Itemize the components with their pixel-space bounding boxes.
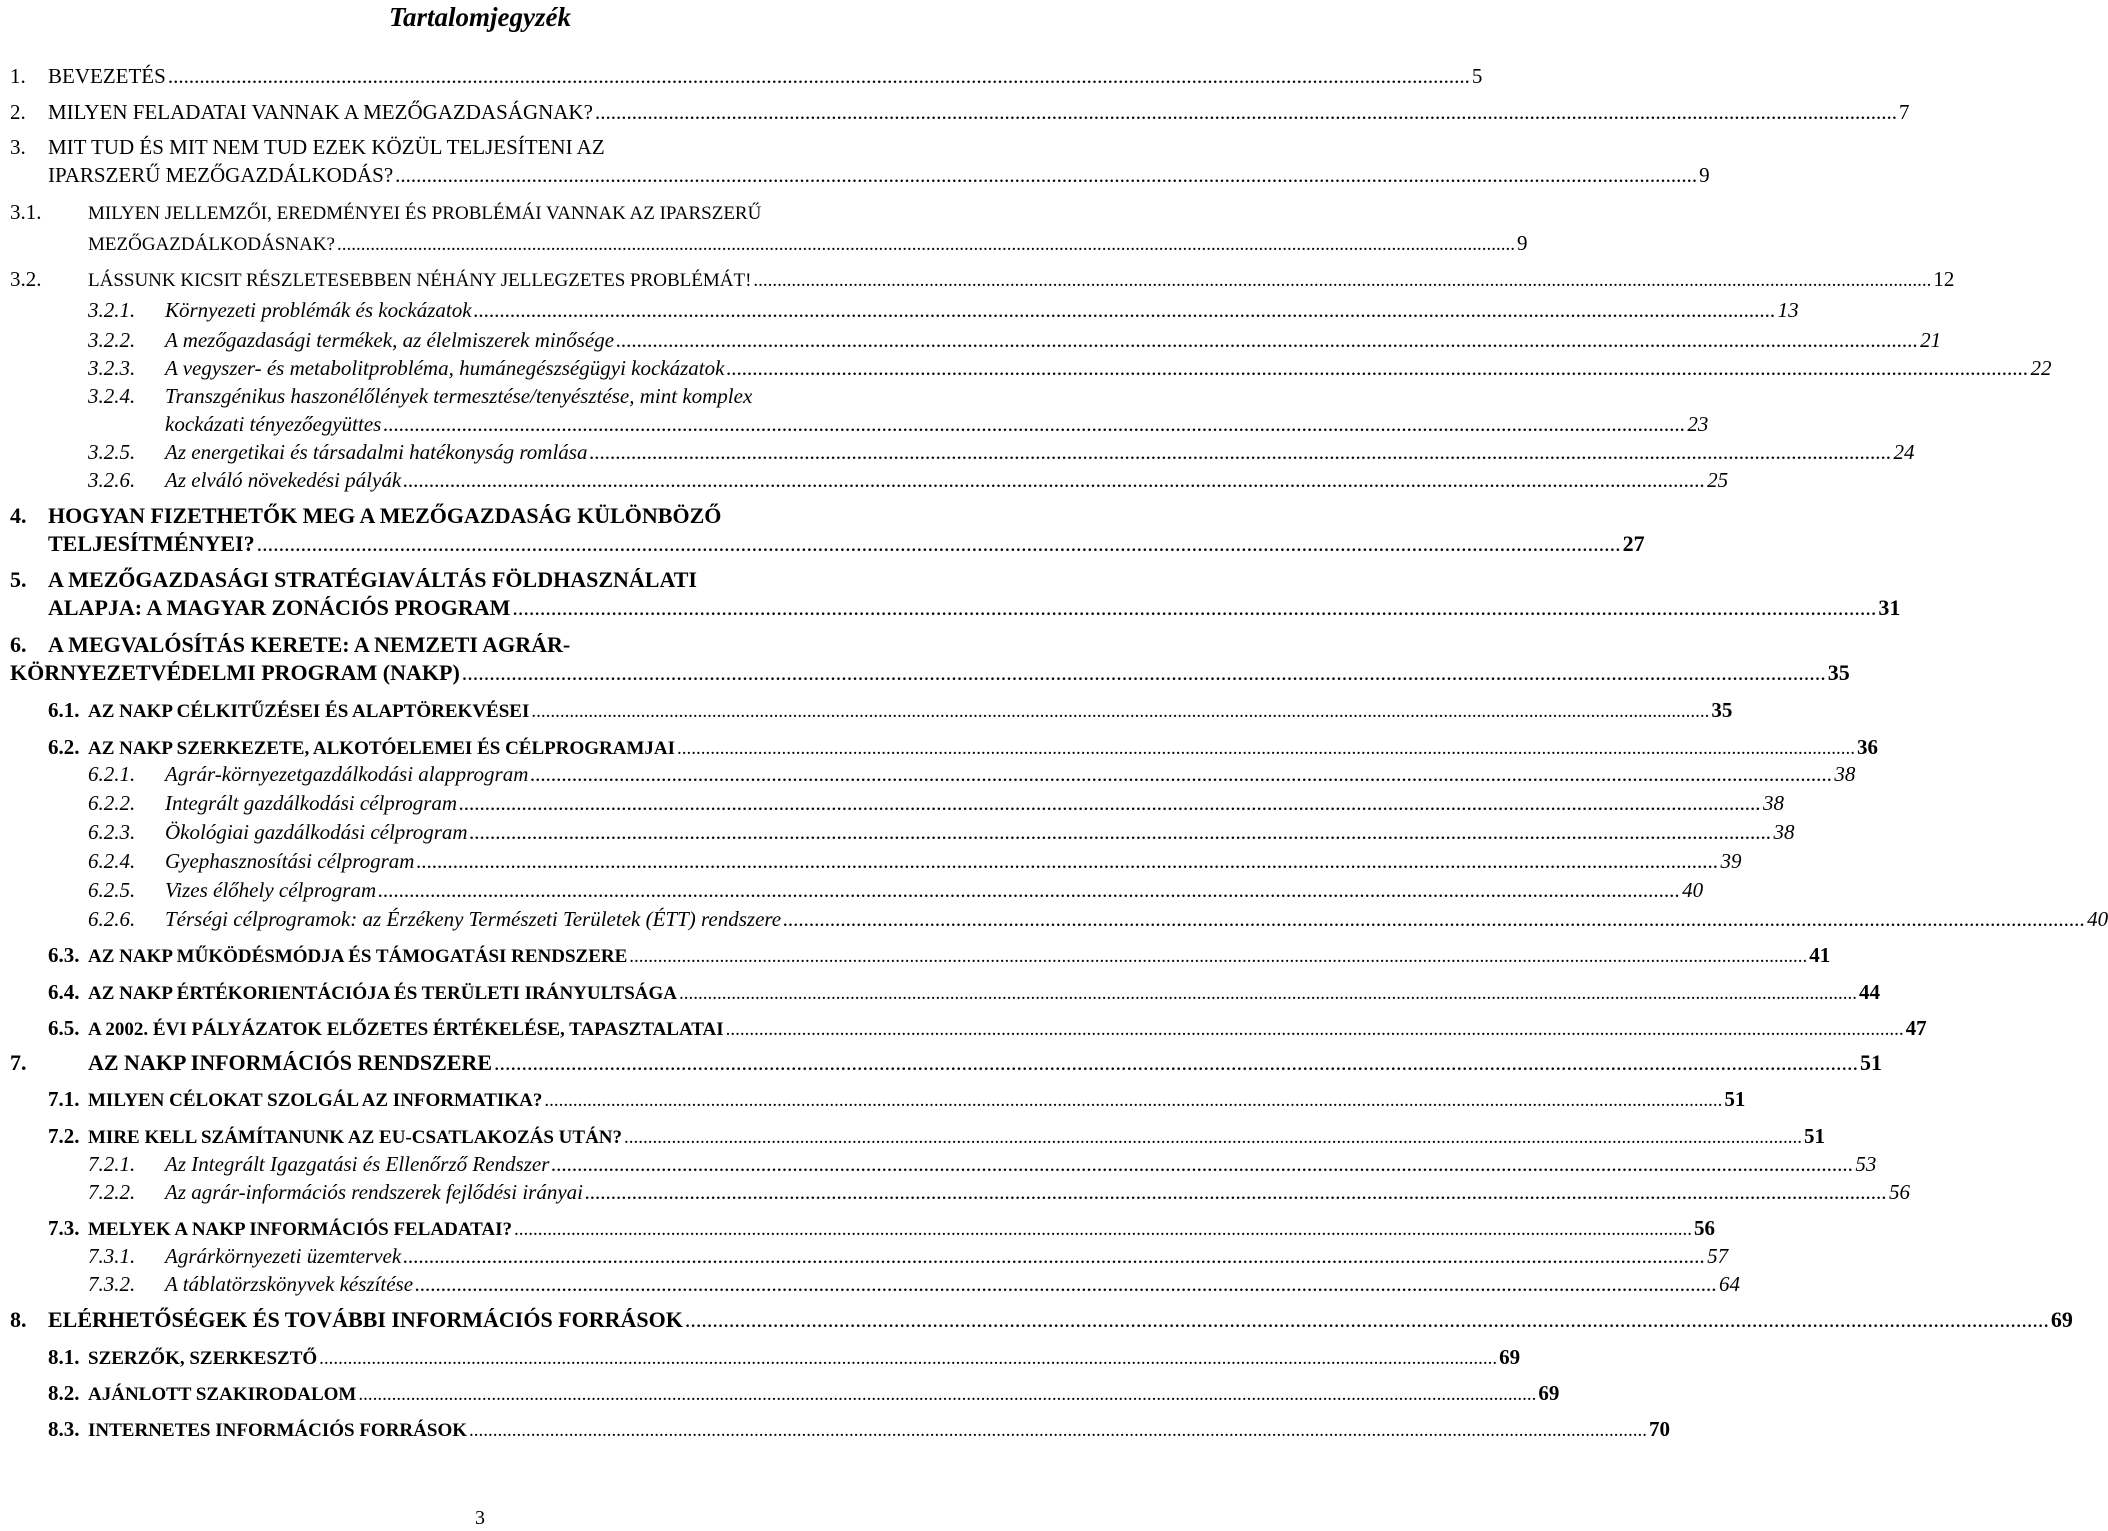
toc-entry-title: AZ NAKP INFORMÁCIÓS RENDSZERE xyxy=(88,1050,492,1075)
toc-leader xyxy=(585,1179,1887,1205)
toc-entry[interactable] xyxy=(48,1344,1521,1372)
toc-entry-page: 27 xyxy=(1622,531,1645,556)
toc-leader xyxy=(595,99,1897,125)
toc-entry-number: 6.2.1. xyxy=(88,762,136,786)
toc-entry-title: AJÁNLOTT SZAKIRODALOM xyxy=(88,1384,357,1405)
toc-entry-title-line1: MILYEN JELLEMZŐI, EREDMÉNYEI ÉS PROBLÉMÁI VANNAK AZ IPARSZERŰ xyxy=(88,203,762,224)
toc-entry-number: 6.2. xyxy=(48,735,80,759)
toc-entry-number: 3.2.4. xyxy=(88,384,136,408)
toc-entry-number: 3.2.3. xyxy=(88,356,136,380)
toc-entry-number: 3.2.6. xyxy=(88,468,136,492)
toc-entry-number: 5. xyxy=(10,567,27,592)
toc-entry-title: Az elváló növekedési pályák xyxy=(165,468,402,492)
toc-entry-title: Az agrár-információs rendszerek fejlődési irányai xyxy=(165,1180,583,1204)
toc-entry[interactable] xyxy=(48,697,1733,725)
toc-entry[interactable] xyxy=(48,1380,1560,1408)
toc-leader xyxy=(403,467,1705,493)
toc-entry-number: 6.4. xyxy=(48,980,80,1004)
toc-entry-number: 6.2.5. xyxy=(88,878,136,902)
page-title: Tartalomjegyzék xyxy=(389,2,571,32)
toc-entry[interactable] xyxy=(165,411,1709,437)
toc-leader xyxy=(416,848,1718,874)
toc-entry-page: 24 xyxy=(1893,440,1915,464)
toc-entry-title: LÁSSUNK KICSIT RÉSZLETESEBBEN NÉHÁNY JELLEGZETES PROBLÉMÁT! xyxy=(88,270,752,291)
toc-leader xyxy=(531,699,1709,725)
toc-entry[interactable] xyxy=(88,790,1785,816)
toc-entry[interactable] xyxy=(88,819,1795,845)
toc-entry-number: 3.1. xyxy=(10,200,42,224)
toc-entry-number: 6.2.6. xyxy=(88,907,136,931)
toc-entry-page: 40 xyxy=(2087,907,2108,931)
toc-entry-title: AZ NAKP ÉRTÉKORIENTÁCIÓJA ÉS TERÜLETI IRÁNYULTSÁGA xyxy=(88,983,678,1004)
toc-entry[interactable] xyxy=(48,1215,1716,1243)
toc-entry-title: MILYEN CÉLOKAT SZOLGÁL AZ INFORMATIKA? xyxy=(88,1090,543,1111)
toc-entry-title: A mezőgazdasági termékek, az élelmiszerek minősége xyxy=(165,328,615,352)
toc-entry-title: Vizes élőhely célprogram xyxy=(165,878,377,902)
toc-entry-number: 7.3.2. xyxy=(88,1272,136,1296)
toc-entry-title: Integrált gazdálkodási célprogram xyxy=(165,791,458,815)
toc-entry-title: kockázati tényezőegyüttes xyxy=(165,412,382,436)
toc-leader xyxy=(677,736,1855,762)
toc-entry-number: 7.1. xyxy=(48,1087,80,1111)
toc-entry-number: 6.2.4. xyxy=(88,849,136,873)
toc-entry-title: AZ NAKP SZERKEZETE, ALKOTÓELEMEI ÉS CÉLPROGRAMJAI xyxy=(88,738,676,759)
toc-leader xyxy=(544,1088,1722,1114)
toc-entry-number: 8.3. xyxy=(48,1417,80,1441)
toc-entry-number: 3.2.2. xyxy=(88,328,136,352)
toc-entry-number: 3.2. xyxy=(10,267,42,291)
toc-entry-number: 3.2.5. xyxy=(88,440,136,464)
toc-entry-wrap xyxy=(10,567,697,593)
toc-entry-title: AZ NAKP MŰKÖDÉSMÓDJA ÉS TÁMOGATÁSI RENDSZERE xyxy=(88,946,628,967)
toc-entry-page: 9 xyxy=(1699,163,1710,187)
toc-entry-page: 41 xyxy=(1809,943,1831,967)
toc-entry-page: 56 xyxy=(1888,1180,1910,1204)
toc-entry[interactable] xyxy=(88,1151,1877,1177)
toc-entry-number: 6.5. xyxy=(48,1016,80,1040)
toc-entry-page: 5 xyxy=(1471,64,1483,88)
toc-entry-page: 13 xyxy=(1777,298,1799,322)
toc-entry[interactable] xyxy=(48,162,1710,188)
toc-entry[interactable] xyxy=(88,1179,1910,1205)
toc-entry-number: 4. xyxy=(10,503,27,528)
toc-leader xyxy=(753,268,1931,294)
toc-entry-title: KÖRNYEZETVÉDELMI PROGRAM (NAKP) xyxy=(10,660,460,685)
toc-entry[interactable] xyxy=(88,877,1704,903)
toc-entry-number: 2. xyxy=(10,100,26,124)
toc-entry-page: 56 xyxy=(1694,1216,1716,1240)
toc-entry[interactable] xyxy=(48,1015,1927,1043)
toc-entry-title: A 2002. ÉVI PÁLYÁZATOK ELŐZETES ÉRTÉKELÉSE, TAPASZTALATAI xyxy=(88,1019,724,1040)
toc-entry-title: A vegyszer- és metabolitprobléma, humánegészségügyi kockázatok xyxy=(165,356,725,380)
toc-leader xyxy=(257,531,1621,557)
toc-entry-title: Térségi célprogramok: az Érzékeny Természeti Területek (ÉTT) rendszere xyxy=(165,907,782,931)
toc-leader xyxy=(726,355,2028,381)
toc-entry-page: 38 xyxy=(1773,820,1795,844)
toc-entry[interactable] xyxy=(88,761,1856,787)
toc-entry-title: IPARSZERŰ MEZŐGAZDÁLKODÁS? xyxy=(48,163,394,187)
toc-entry-number: 6.1. xyxy=(48,698,80,722)
toc-leader xyxy=(514,1217,1692,1243)
toc-leader xyxy=(783,906,2085,932)
toc-entry-title: INTERNETES INFORMÁCIÓS FORRÁSOK xyxy=(88,1420,467,1441)
toc-entry[interactable] xyxy=(48,979,1881,1007)
toc-leader xyxy=(462,660,1826,686)
toc-entry-wrap xyxy=(10,199,761,227)
toc-entry-number: 7.2. xyxy=(48,1124,80,1148)
toc-entry-title: TELJESÍTMÉNYEI? xyxy=(48,531,255,556)
toc-entry[interactable] xyxy=(10,1050,1882,1076)
toc-entry-number: 1. xyxy=(10,64,26,88)
toc-entry-page: 51 xyxy=(1724,1087,1746,1111)
toc-entry-number: 6.2.2. xyxy=(88,791,136,815)
toc-entry-number: 7.3.1. xyxy=(88,1244,136,1268)
toc-leader xyxy=(726,1017,1904,1043)
toc-entry[interactable] xyxy=(88,439,1915,465)
toc-entry-page: 35 xyxy=(1711,698,1733,722)
toc-entry-wrap xyxy=(10,632,570,658)
toc-entry[interactable] xyxy=(10,660,1850,686)
toc-leader xyxy=(395,162,1697,188)
toc-entry-title: MELYEK A NAKP INFORMÁCIÓS FELADATAI? xyxy=(88,1219,513,1240)
toc-entry[interactable] xyxy=(88,1243,1729,1269)
toc-entry-page: 31 xyxy=(1878,595,1901,620)
toc-entry-page: 35 xyxy=(1827,660,1850,685)
toc-entry[interactable] xyxy=(10,99,1910,125)
toc-leader xyxy=(474,297,1776,323)
toc-leader xyxy=(685,1307,2049,1333)
toc-entry-title-line1: HOGYAN FIZETHETŐK MEG A MEZŐGAZDASÁG KÜLÖNBÖZŐ xyxy=(48,503,722,528)
toc-entry-number: 7.2.2. xyxy=(88,1180,136,1204)
toc-leader xyxy=(168,63,1470,89)
toc-entry[interactable] xyxy=(48,734,1879,762)
toc-entry-number: 7. xyxy=(10,1050,27,1075)
page-number: 3 xyxy=(475,1507,485,1529)
toc-entry-page: 7 xyxy=(1898,100,1910,124)
toc-entry-title: MIRE KELL SZÁMÍTANUNK AZ EU-CSATLAKOZÁS UTÁN? xyxy=(88,1127,623,1148)
toc-entry[interactable] xyxy=(48,531,1645,557)
toc-entry-page: 36 xyxy=(1857,735,1879,759)
toc-entry-page: 53 xyxy=(1855,1152,1877,1176)
toc-entry[interactable] xyxy=(48,1086,1746,1114)
toc-entry[interactable] xyxy=(10,63,1483,89)
toc-entry-number: 3. xyxy=(10,135,26,159)
toc-entry-page: 70 xyxy=(1649,1417,1670,1441)
toc-entry[interactable] xyxy=(88,297,1799,323)
toc-entry-page: 57 xyxy=(1707,1244,1729,1268)
toc-entry-page: 39 xyxy=(1720,849,1742,873)
toc-leader xyxy=(469,1418,1647,1444)
toc-entry-title: Agrárkörnyezeti üzemtervek xyxy=(165,1244,402,1268)
toc-leader xyxy=(415,1271,1717,1297)
toc-entry-title-line1: MIT TUD ÉS MIT NEM TUD EZEK KÖZÜL TELJESÍTENI AZ xyxy=(48,135,605,159)
toc-entry-title: Az Integrált Igazgatási és Ellenőrző Rendszer xyxy=(165,1152,550,1176)
toc-entry-title: BEVEZETÉS xyxy=(48,64,166,88)
toc-entry-page: 38 xyxy=(1834,762,1856,786)
toc-entry-page: 22 xyxy=(2030,356,2052,380)
toc-entry[interactable] xyxy=(48,1123,1826,1151)
toc-entry-wrap xyxy=(10,503,721,529)
toc-leader xyxy=(551,1151,1853,1177)
toc-entry-number: 8.2. xyxy=(48,1381,80,1405)
toc-entry[interactable] xyxy=(88,467,1729,493)
toc-leader xyxy=(337,232,1515,258)
toc-leader xyxy=(616,327,1918,353)
toc-entry-title: AZ NAKP CÉLKITŰZÉSEI ÉS ALAPTÖREKVÉSEI xyxy=(88,701,530,722)
toc-entry[interactable] xyxy=(88,355,2052,381)
toc-entry-page: 40 xyxy=(1682,878,1704,902)
toc-entry-page: 47 xyxy=(1905,1016,1927,1040)
toc-entry[interactable] xyxy=(88,327,1942,353)
toc-entry-page: 21 xyxy=(1920,328,1942,352)
toc-entry[interactable] xyxy=(10,266,1955,294)
toc-leader xyxy=(358,1382,1536,1408)
toc-entry-number: 6. xyxy=(10,632,27,657)
toc-leader xyxy=(319,1346,1497,1372)
toc-entry-title-line1: Transzgénikus haszonélőlények termesztése/tenyésztése, mint komplex xyxy=(165,384,753,408)
toc-entry-page: 23 xyxy=(1687,412,1709,436)
toc-entry-number: 3.2.1. xyxy=(88,298,136,322)
toc-entry-number: 7.2.1. xyxy=(88,1152,136,1176)
toc-leader xyxy=(494,1050,1858,1076)
toc-entry-number: 6.2.3. xyxy=(88,820,136,844)
toc-entry[interactable] xyxy=(88,1271,1741,1297)
toc-entry-title: A táblatörzskönyvek készítése xyxy=(165,1272,414,1296)
toc-leader xyxy=(624,1125,1802,1151)
toc-entry-title: SZERZŐK, SZERKESZTŐ xyxy=(88,1348,318,1369)
toc-entry[interactable] xyxy=(88,848,1742,874)
toc-leader xyxy=(530,761,1832,787)
toc-entry-title: ELÉRHETŐSÉGEK ÉS TOVÁBBI INFORMÁCIÓS FORRÁSOK xyxy=(48,1307,683,1332)
toc-entry-number: 6.3. xyxy=(48,943,80,967)
toc-entry-page: 9 xyxy=(1516,231,1528,255)
toc-entry[interactable] xyxy=(88,906,2108,932)
toc-entry-page: 51 xyxy=(1804,1124,1826,1148)
toc-leader xyxy=(383,411,1685,437)
toc-entry[interactable] xyxy=(48,942,1831,970)
toc-entry[interactable] xyxy=(48,1416,1670,1444)
toc-leader xyxy=(403,1243,1705,1269)
toc-entry-number: 8. xyxy=(10,1307,27,1332)
toc-leader xyxy=(589,439,1891,465)
toc-entry-title: Gyephasznosítási célprogram xyxy=(165,849,415,873)
toc-entry-title: ALAPJA: A MAGYAR ZONÁCIÓS PROGRAM xyxy=(48,595,511,620)
toc-entry-page: 12 xyxy=(1933,267,1955,291)
toc-entry-title: Agrár-környezetgazdálkodási alapprogram xyxy=(165,762,529,786)
toc-leader xyxy=(679,981,1857,1007)
toc-entry-title: Környezeti problémák és kockázatok xyxy=(165,298,472,322)
toc-entry-page: 38 xyxy=(1763,791,1785,815)
toc-entry[interactable] xyxy=(10,1307,2073,1333)
toc-entry[interactable] xyxy=(88,230,1528,258)
toc-leader xyxy=(459,790,1761,816)
toc-entry-page: 69 xyxy=(2050,1307,2073,1332)
toc-entry-wrap xyxy=(88,383,752,409)
toc-leader xyxy=(512,595,1876,621)
toc-entry-page: 51 xyxy=(1860,1050,1882,1075)
toc-entry-page: 69 xyxy=(1499,1345,1521,1369)
toc-entry-number: 8.1. xyxy=(48,1345,80,1369)
toc-entry-title: Az energetikai és társadalmi hatékonyság romlása xyxy=(165,440,588,464)
toc-leader xyxy=(629,944,1807,970)
toc-entry-title-line1: A MEZŐGAZDASÁGI STRATÉGIAVÁLTÁS FÖLDHASZNÁLATI xyxy=(48,567,697,592)
toc-entry[interactable] xyxy=(48,595,1901,621)
toc-entry-title: Ökológiai gazdálkodási célprogram xyxy=(165,820,468,844)
toc-entry-page: 69 xyxy=(1538,1381,1560,1405)
toc-entry-page: 25 xyxy=(1707,468,1729,492)
toc-entry-title-line1: A MEGVALÓSÍTÁS KERETE: A NEMZETI AGRÁR- xyxy=(48,632,571,657)
toc-entry-number: 7.3. xyxy=(48,1216,80,1240)
toc-entry-page: 64 xyxy=(1719,1272,1741,1296)
toc-leader xyxy=(378,877,1680,903)
toc-entry-title: MEZŐGAZDÁLKODÁSNAK? xyxy=(88,234,335,255)
toc-entry-title: MILYEN FELADATAI VANNAK A MEZŐGAZDASÁGNAK? xyxy=(48,100,593,124)
toc-entry-page: 44 xyxy=(1859,980,1881,1004)
toc-leader xyxy=(470,819,1772,845)
toc-entry-wrap xyxy=(10,134,605,160)
